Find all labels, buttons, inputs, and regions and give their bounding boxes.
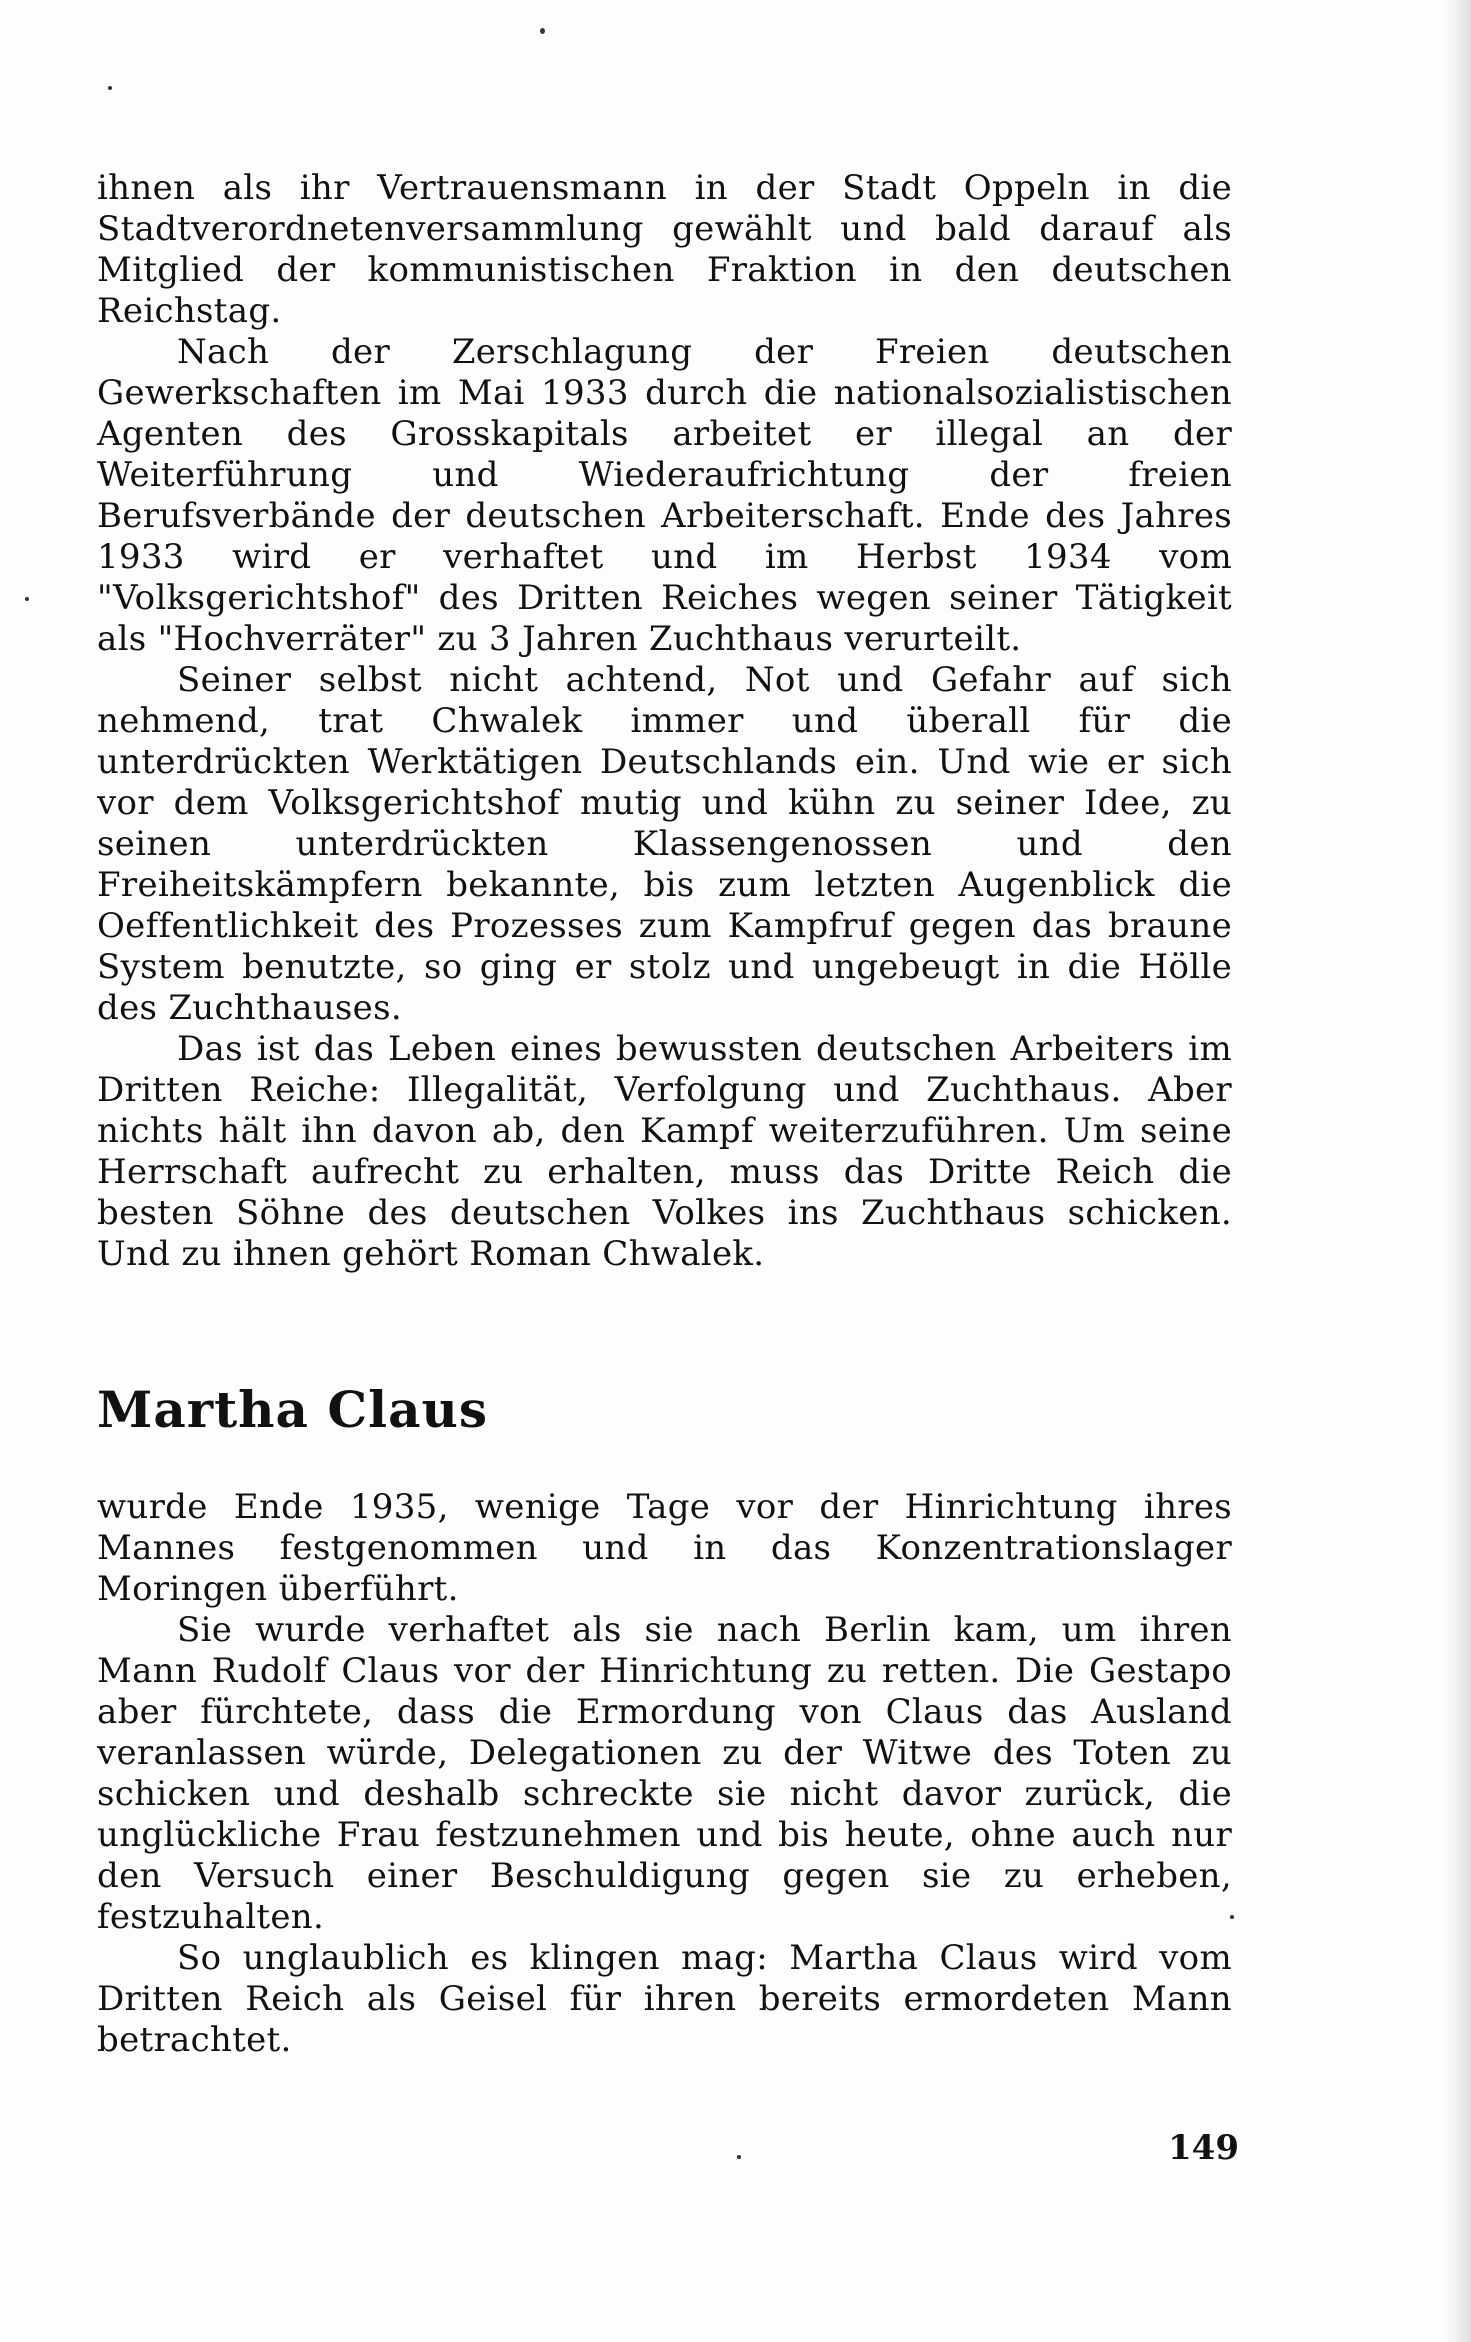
page-edge-shadow bbox=[1441, 0, 1471, 2342]
paragraph: So unglaublich es klingen mag: Martha Claus wird vom Dritten Reich als Geisel für ihren bereits ermordeten Mann betrachtet. bbox=[97, 1938, 1232, 2060]
page-number: 149 bbox=[1168, 2128, 1239, 2168]
section-claus-text bbox=[97, 1487, 1232, 2061]
paragraph: Nach der Zerschlagung der Freien deutschen Gewerkschaften im Mai 1933 durch die nationalsozialistischen Agenten des Grosskapitals arbeitet er illegal an der Weiterführung und Wiederaufrichtung der freien Berufsverbände der deutschen Arbeiterschaft. Ende des Jahres 1933 wird er verhaftet und im Herbst 1934 vom "Volksgerichtshof" des Dritten Reiches wegen seiner Tätigkeit als "Hochverräter" zu 3 Jahren Zuchthaus verurteilt. bbox=[97, 332, 1232, 659]
paragraph: Seiner selbst nicht achtend, Not und Gefahr auf sich nehmend, trat Chwalek immer und überall für die unterdrückten Werktätigen Deutschlands ein. Und wie er sich vor dem Volksgerichtshof mutig und kühn zu seiner Idee, zu seinen unterdrückten Klassengenossen und den Freiheitskämpfern bekannte, bis zum letzten Augenblick die Oeffentlichkeit des Prozesses zum Kampfruf gegen das braune System benutzte, so ging er stolz und ungebeugt in die Hölle des Zuchthauses. bbox=[97, 660, 1232, 1028]
print-speck bbox=[108, 86, 112, 90]
section-heading: Martha Claus bbox=[97, 1380, 489, 1439]
print-speck bbox=[25, 597, 29, 601]
paragraph: ihnen als ihr Vertrauensmann in der Stadt Oppeln in die Stadtverordnetenversammlung gewählt und bald darauf als Mitglied der kommunistischen Fraktion in den deutschen Reichstag. bbox=[97, 168, 1232, 331]
print-speck bbox=[540, 28, 545, 34]
print-speck bbox=[737, 2155, 741, 2159]
section-chwalek-text bbox=[97, 168, 1232, 1275]
paragraph: Sie wurde verhaftet als sie nach Berlin kam, um ihren Mann Rudolf Claus vor der Hinrichtung zu retten. Die Gestapo aber fürchtete, dass die Ermordung von Claus das Ausland veranlassen würde, Delegationen zu der Witwe des Toten zu schicken und deshalb schreckte sie nicht davor zurück, die unglückliche Frau festzunehmen und bis heute, ohne auch nur den Versuch einer Beschuldigung gegen sie zu erheben, festzuhalten. bbox=[97, 1610, 1232, 1937]
paragraph: Das ist das Leben eines bewussten deutschen Arbeiters im Dritten Reiche: Illegalität, Verfolgung und Zuchthaus. Aber nichts hält ihn davon ab, den Kampf weiterzuführen. Um seine Herrschaft aufrecht zu erhalten, muss das Dritte Reich die besten Söhne des deutschen Volkes ins Zuchthaus schicken. Und zu ihnen gehört Roman Chwalek. bbox=[97, 1029, 1232, 1274]
paragraph: wurde Ende 1935, wenige Tage vor der Hinrichtung ihres Mannes festgenommen und in das Konzentrationslager Moringen überführt. bbox=[97, 1487, 1232, 1609]
